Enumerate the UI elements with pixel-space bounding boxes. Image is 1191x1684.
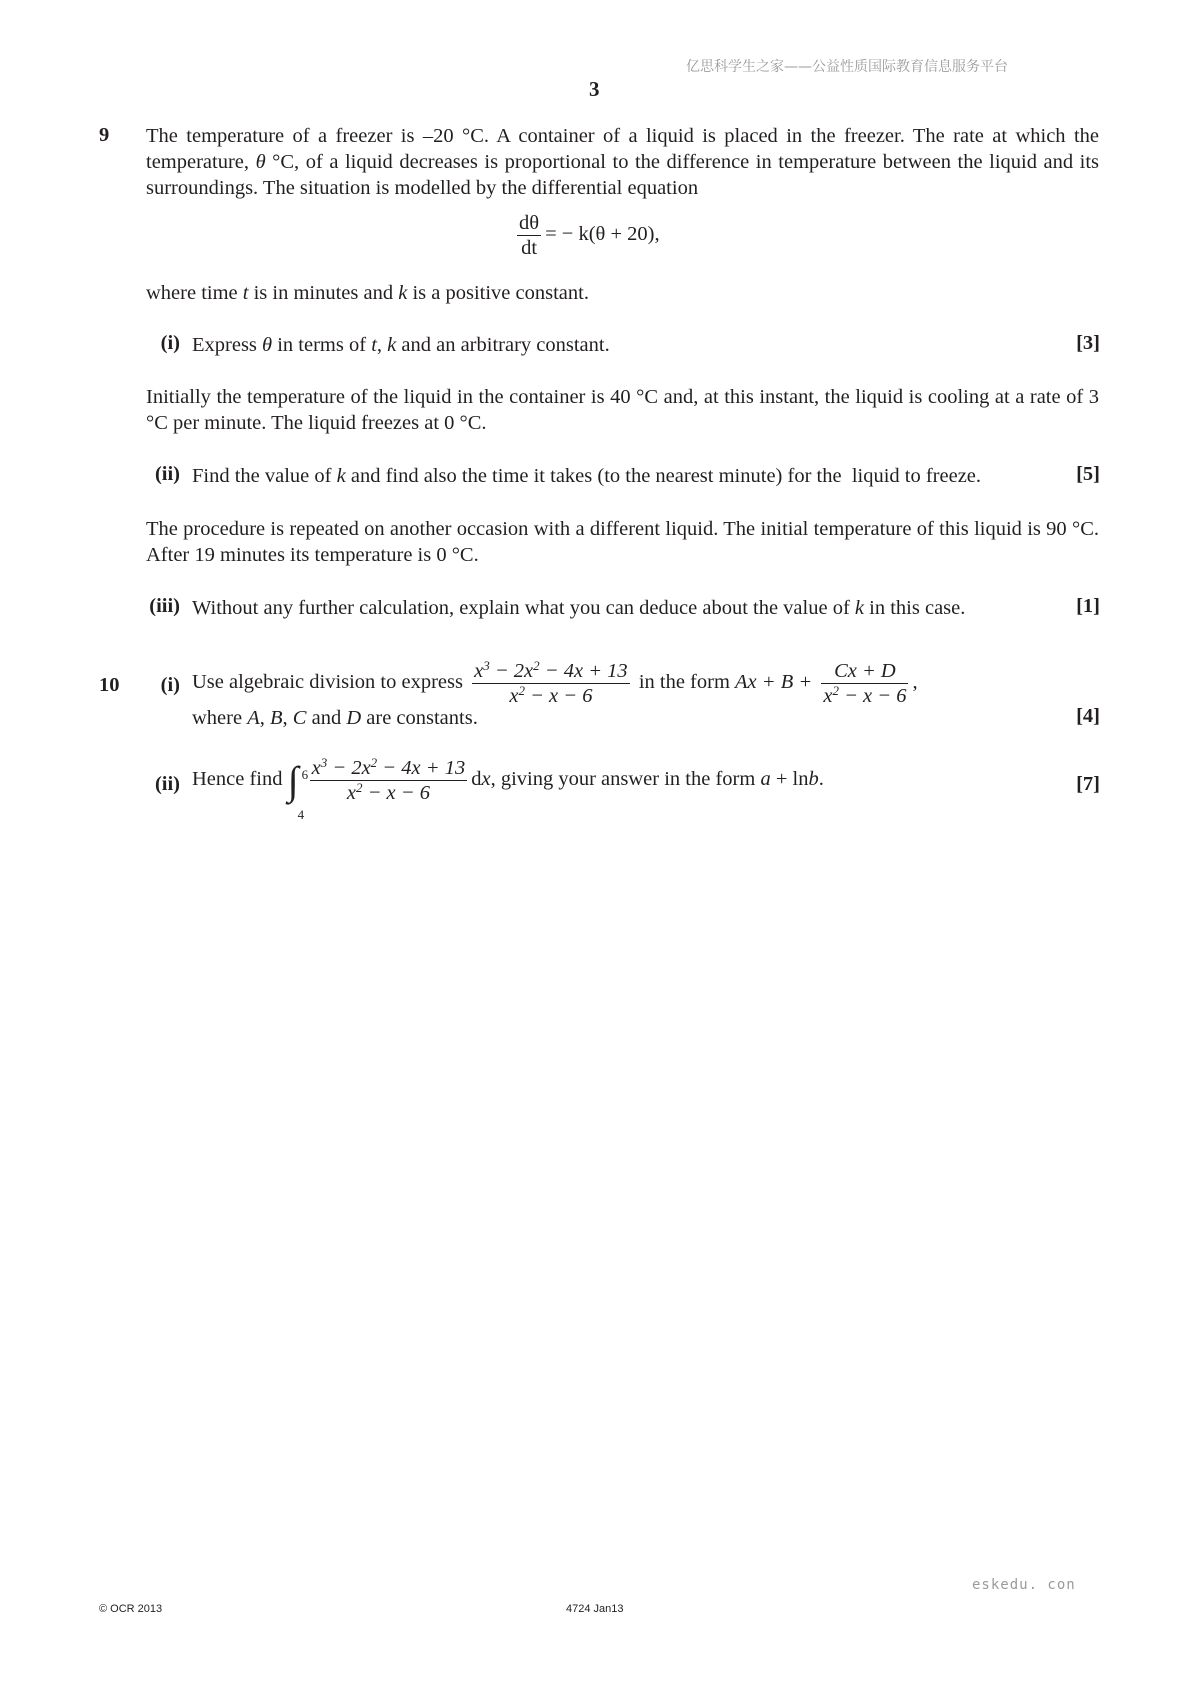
integral-lower-limit: 4 [297,806,305,822]
question-number-9: 9 [99,124,110,146]
q9-part-ii-marks: [5] [1076,463,1100,485]
q10-ii-text-a: Hence find [192,768,283,791]
q9-paragraph-3: The procedure is repeated on another occasion with a different liquid. The initial temperature of this liquid is 90 °C. After 19 minutes its temperature is 0 °C. [146,518,1099,566]
q10-part-i-label: (i) [160,674,180,696]
q9-part-iii-text: Without any further calculation, explain what you can deduce about the value of k in this case. [192,597,966,619]
q9-intro: The temperature of a freezer is –20 °C. A container of a liquid is placed in the freezer. The rate at which the temperature, θ °C, of a liquid decreases is proportional to the difference in temperature between the liquid and its surroundings. The situation is modelled by the differential equation [146,125,1100,199]
q10-part-i-line1: Use algebraic division to express $\frac{x^3 - 2x^2 - 4x + 13}{x^2 - x - 6}$ in the form Ax + B + $\frac{Cx + D}{x^2 - x - 6}$ , [192,658,918,707]
footer-site-watermark: eskedu. con [972,1577,1076,1593]
q9-part-iii-label: (iii) [149,595,180,617]
eq-numerator: dθ [519,212,540,234]
q10-integrand: $\frac{x^3 - 2x^2 - 4x + 13}{x^2 - x - 6}$ [311,755,466,804]
q9-part-i-marks: [3] [1076,332,1100,354]
integral-upper-limit: 6 [301,766,309,782]
q9-differential-equation [517,212,660,259]
q10-i-text-a: Use algebraic division to express [192,671,463,694]
q10-part-ii-text: Hence find ∫ 6 4 $\frac{x^3 - 2x^2 - 4x + 13}{x^2 - x - 6}$ dx, giving your answer in the form a + lnb. [192,757,824,804]
q9-part-iii-marks: [1] [1076,595,1100,617]
q10-part-i-line2: where A, B, C and D are constants. [192,707,478,729]
q9-paragraph-2: Initially the temperature of the liquid in the container is 40 °C and, at this instant, the liquid is cooling at a rate of 3 °C per minute. The liquid freezes at 0 °C. [146,386,1099,434]
q9-part-ii-text: Find the value of k and find also the time it takes (to the nearest minute) for the liquid to freeze. [192,465,982,487]
eq-denominator: dt [521,237,538,259]
q9-part-ii-label: (ii) [154,463,180,485]
q10-i-text-b: in the form [638,671,730,694]
q10-part-i-marks: [4] [1076,705,1100,727]
q9-part-i-label: (i) [160,332,180,354]
q10-i-form: Ax + B + [735,671,813,694]
page-number: 3 [589,77,600,101]
q9-after-equation: where time t is in minutes and k is a positive constant. [146,282,589,304]
q10-part-ii-label: (ii) [154,773,180,795]
q10-fraction-2: $\frac{Cx + D}{x^2 - x - 6}$ [823,660,907,707]
footer-paper-code: 4724 Jan13 [566,1603,624,1615]
q9-part-i-text: Express θ in terms of t, k and an arbitrary constant. [192,334,610,356]
q10-fraction-1: $\frac{x^3 - 2x^2 - 4x + 13}{x^2 - x - 6}$ [474,658,628,707]
question-number-10: 10 [99,674,120,696]
eq-rhs: = − k(θ + 20), [545,223,660,246]
footer-copyright: © OCR 2013 [99,1603,163,1615]
header-watermark: 亿思科学生之家——公益性质国际教育信息服务平台 [686,59,1008,75]
q10-part-ii-marks: [7] [1076,773,1100,795]
integral-sign: ∫ 6 4 [288,761,310,801]
